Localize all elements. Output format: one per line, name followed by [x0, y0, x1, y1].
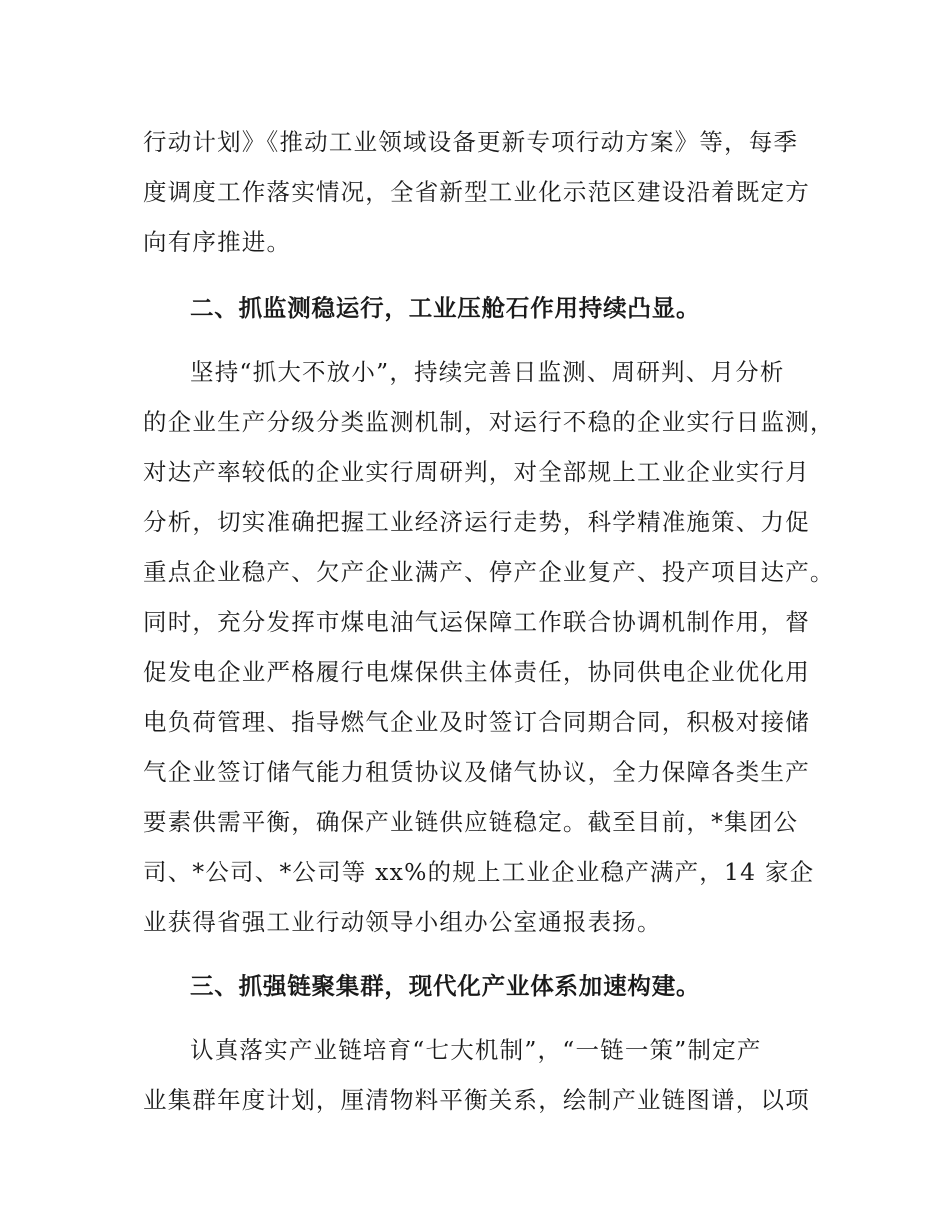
paragraph-2-line-9: 气企业签订储气能力租赁协议及储气协议，全力保障各类生产 — [143, 758, 810, 786]
paragraph-2-line-12: 业获得省强工业行动领导小组办公室通报表扬。 — [143, 908, 662, 936]
section-heading-3: 三、抓强链聚集群，现代化产业体系加速构建。 — [190, 972, 701, 1000]
paragraph-1-line-1: 行动计划》《推动工业领域设备更新专项行动方案》等，每季 — [143, 128, 799, 156]
paragraph-3-line-2: 业集群年度计划，厘清物料平衡关系，绘制产业链图谱，以项 — [143, 1086, 810, 1114]
paragraph-2-line-2: 的企业生产分级分类监测机制，对运行不稳的企业实行日监测， — [143, 408, 835, 436]
paragraph-2-line-4: 分析，切实准确把握工业经济运行走势，科学精准施策、力促 — [143, 508, 810, 536]
paragraph-1-line-2: 度调度工作落实情况，全省新型工业化示范区建设沿着既定方 — [143, 178, 810, 206]
paragraph-2-line-8: 电负荷管理、指导燃气企业及时签订合同期合同，积极对接储 — [143, 708, 810, 736]
paragraph-2-line-1: 坚持“抓大不放小”，持续完善日监测、周研判、月分析 — [190, 358, 785, 386]
paragraph-3-line-1: 认真落实产业链培育“七大机制”，“一链一策”制定产 — [190, 1036, 762, 1064]
paragraph-2-line-10: 要素供需平衡，确保产业链供应链稳定。截至目前，*集团公 — [143, 808, 799, 836]
paragraph-1-line-3: 向有序推进。 — [143, 228, 292, 256]
paragraph-2-line-3: 对达产率较低的企业实行周研判，对全部规上工业企业实行月 — [143, 458, 810, 486]
paragraph-2-line-7: 促发电企业严格履行电煤保供主体责任，协同供电企业优化用 — [143, 658, 810, 686]
paragraph-2-line-11: 司、*公司、*公司等 xx%的规上工业企业稳产满产，14 家企 — [143, 858, 815, 886]
paragraph-2-line-5: 重点企业稳产、欠产企业满产、停产企业复产、投产项目达产。 — [143, 558, 835, 586]
paragraph-2-line-6: 同时，充分发挥市煤电油气运保障工作联合协调机制作用，督 — [143, 608, 810, 636]
section-heading-2: 二、抓监测稳运行，工业压舱石作用持续凸显。 — [190, 294, 701, 322]
